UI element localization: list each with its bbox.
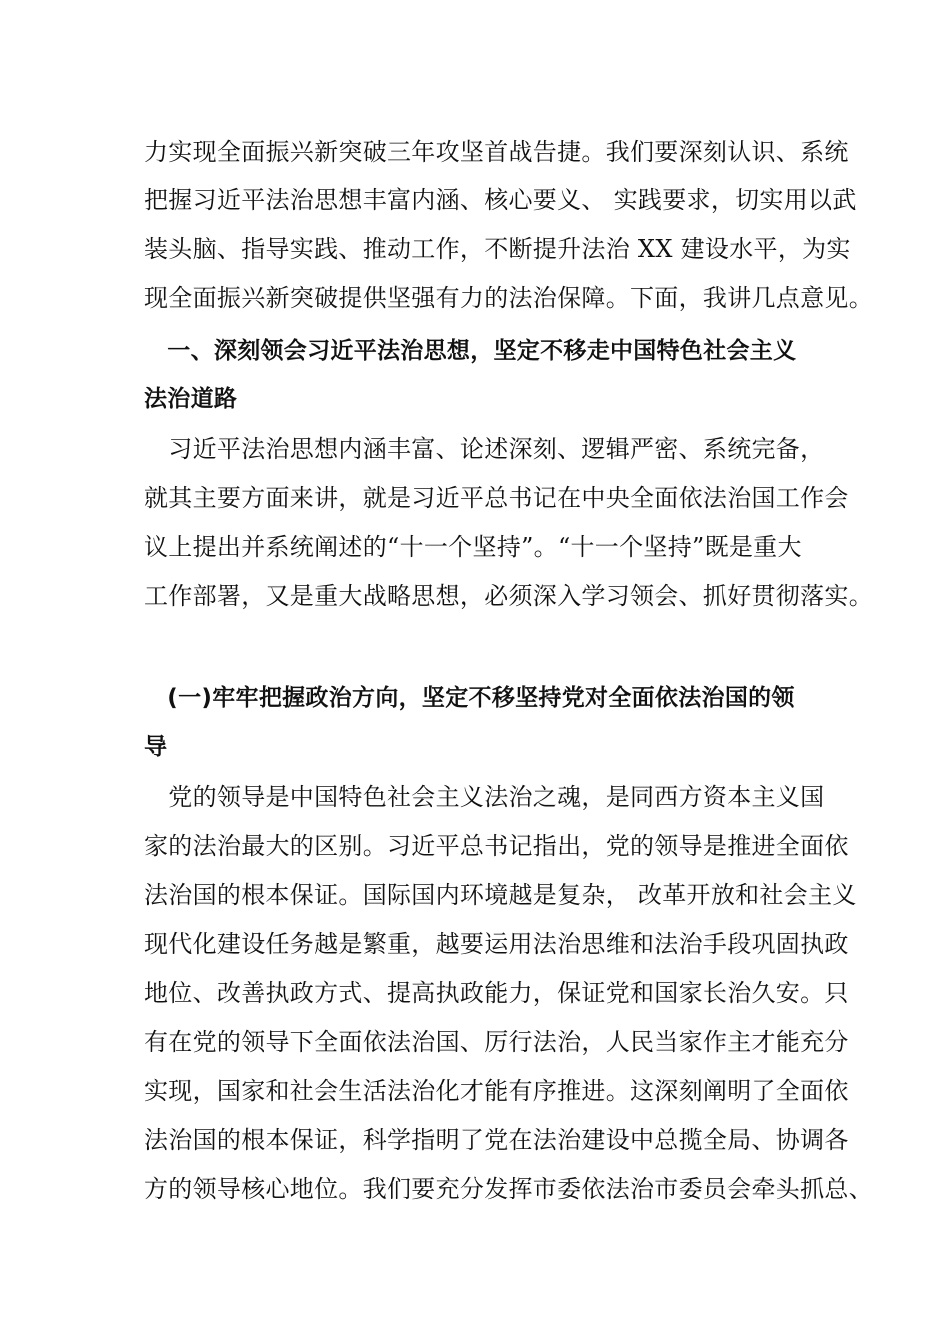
body-text-line: 现代化建设任务越是繁重，越要运用法治思维和法治手段巩固执政 [144,930,849,958]
body-text-line: 有在党的领导下全面依法治国、厉行法治，人民当家作主才能充分 [144,1028,849,1056]
body-text-line: 把握习近平法治思想丰富内涵、核心要义、 实践要求，切实用以武 [144,186,857,214]
body-text-line: 装头脑、指导实践、推动工作，不断提升法治 XX 建设水平，为实 [144,235,851,263]
body-text-line: 力实现全面振兴新突破三年攻坚首战告捷。我们要深刻认识、系统 [144,138,849,166]
subsection-heading-1-cont: 导 [144,734,168,760]
body-text-line: 家的法治最大的区别。习近平总书记指出，党的领导是推进全面依 [144,832,849,860]
body-text-line: 方的领导核心地位。我们要充分发挥市委依法治市委员会牵头抓总、 [144,1175,873,1203]
body-text-line: 工作部署，又是重大战略思想，必须深入学习领会、抓好贯彻落实。 [144,582,873,610]
section-heading-1-cont: 法治道路 [144,386,238,412]
body-text-line: 法治国的根本保证。国际国内环境越是复杂， 改革开放和社会主义 [144,881,857,909]
body-text-line: 议上提出并系统阐述的“十一个坚持”。“十一个坚持”既是重大 [144,533,802,561]
section-heading-1: 一、深刻领会习近平法治思想，坚定不移走中国特色社会主义 [144,338,797,364]
body-text-line: 实现，国家和社会生活法治化才能有序推进。这深刻阐明了全面依 [144,1077,849,1105]
subsection-heading-1: (一)牢牢把握政治方向，坚定不移坚持党对全面依法治国的领 [144,685,795,711]
body-text-line: 现全面振兴新突破提供坚强有力的法治保障。下面，我讲几点意见。 [144,284,873,312]
body-text-line: 就其主要方面来讲，就是习近平总书记在中央全面依法治国工作会 [144,484,849,512]
body-text-line: 党的领导是中国特色社会主义法治之魂，是同西方资本主义国 [144,783,825,811]
body-text-line: 习近平法治思想内涵丰富、论述深刻、逻辑严密、系统完备， [144,435,825,463]
body-text-line: 地位、改善执政方式、提高执政能力，保证党和国家长治久安。只 [144,979,849,1007]
body-text-line: 法治国的根本保证，科学指明了党在法治建设中总揽全局、协调各 [144,1126,849,1154]
